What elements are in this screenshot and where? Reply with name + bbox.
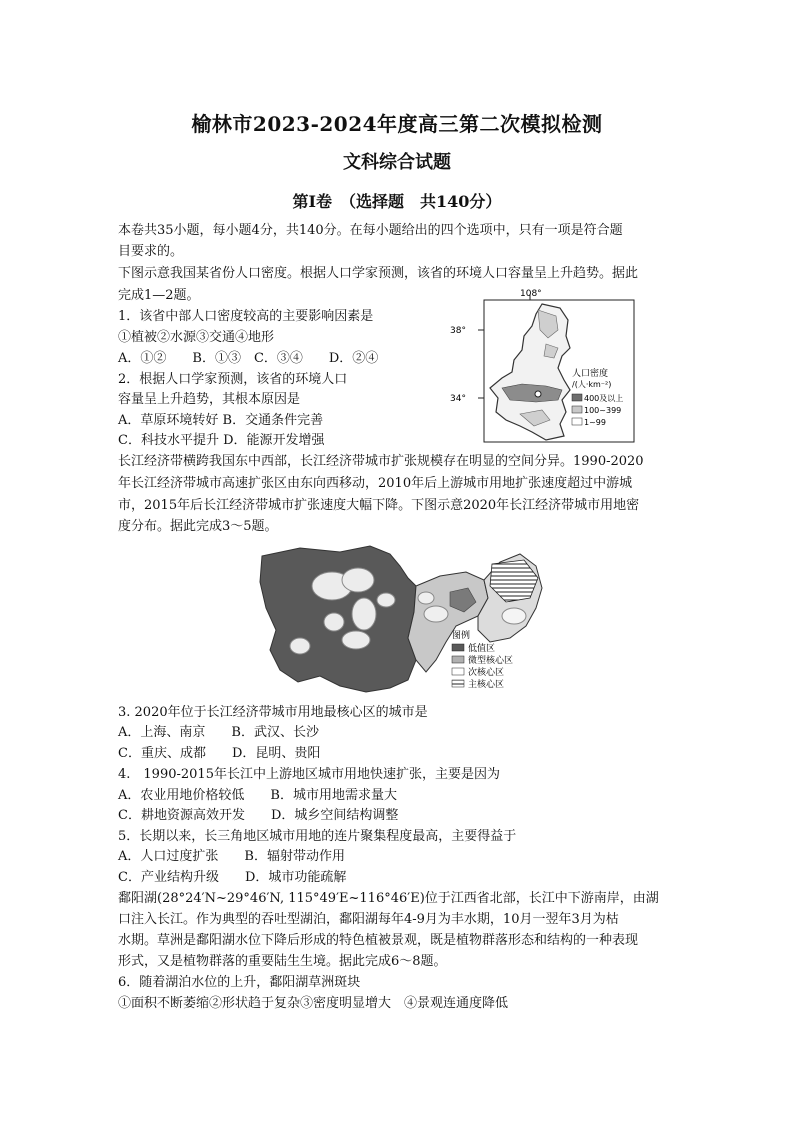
legend-title-1: 人口密度 (572, 369, 609, 379)
legend-mid: 100~399 (584, 406, 622, 415)
intro-line-2: 目要求的。 (118, 244, 184, 259)
core-patch-2 (342, 568, 374, 592)
q2-stem-2: 容量呈上升趋势，其根本原因是 (118, 392, 301, 407)
q3-stem: 3. 2020年位于长江经济带城市用地最核心区的城市是 (118, 705, 428, 720)
q4-options-ab: A．农业用地价格较低 B．城市用地需求量大 (118, 788, 397, 803)
core-patch-10 (502, 608, 526, 624)
urban-land-density-map-svg (240, 542, 560, 700)
core-patch-8 (424, 606, 448, 622)
population-density-map-svg (450, 286, 665, 446)
legend-low: 1~99 (584, 418, 606, 427)
section-title: 第Ⅰ卷 （选择题 共140分） (292, 192, 502, 211)
core-patch-4 (324, 613, 344, 631)
lat-label-34: 34° (450, 394, 466, 404)
q1-factors: ①植被②水源③交通④地形 (118, 330, 275, 345)
q1-stem: 1．该省中部人口密度较高的主要影响因素是 (118, 309, 374, 324)
core-patch-7 (377, 593, 395, 607)
q6-options: ①面积不断萎缩②形状趋于复杂③密度明显增大 ④景观连通度降低 (118, 996, 509, 1011)
core-patch-9 (418, 592, 434, 604)
q2-options-ab: A．草原环境转好 B．交通条件完善 (118, 413, 324, 428)
lon-label: 108° (520, 289, 542, 299)
q5-options-cd: C．产业结构升级 D．城市功能疏解 (118, 870, 347, 885)
legend-high: 400及以上 (584, 394, 624, 403)
q5-stem: 5．长期以来，长三角地区城市用地的连片聚集程度最高，主要得益于 (118, 829, 517, 844)
legend-swatch-main-core (452, 680, 464, 687)
core-patch-6 (290, 638, 310, 654)
q4-stem: 4. 1990-2015年长江中上游地区城市用地快速扩张，主要是因为 (118, 767, 500, 782)
population-density-map (450, 286, 665, 446)
legend-swatch-low (572, 418, 582, 425)
legend-swatch-micro-core (452, 656, 464, 663)
legend-swatch-high (572, 394, 582, 401)
q4-options-cd: C．耕地资源高效开发 D．城乡空间结构调整 (118, 808, 399, 823)
q5-options-ab: A．人口过度扩张 B．辐射带动作用 (118, 849, 345, 864)
legend-swatch-low-value (452, 644, 464, 651)
group1-line-2: 完成1—2题。 (118, 288, 200, 303)
legend-main-core: 主核心区 (468, 680, 505, 690)
q2-stem-1: 2．根据人口学家预测，该省的环境人口 (118, 372, 348, 387)
legend-low-value: 低值区 (468, 644, 496, 654)
q3-options-ab: A．上海、南京 B．武汉、长沙 (118, 725, 319, 740)
capital-city-icon (535, 391, 541, 397)
q1-options: A．①② B．①③ C．③④ D．②④ (118, 351, 379, 366)
exam-title: 榆林市2023-2024年度高三第二次模拟检测 (191, 112, 603, 136)
legend-swatch-mid (572, 406, 582, 413)
core-patch-3 (352, 598, 376, 630)
urban-land-density-map (240, 542, 560, 700)
q3-options-cd: C．重庆、成都 D．昆明、贵阳 (118, 746, 321, 761)
group2-line-1: 长江经济带横跨我国东中西部，长江经济带城市扩张规模存在明显的空间分异。1990-2020 (118, 454, 644, 469)
group3-line-3: 水期。草洲是鄱阳湖水位下降后形成的特色植被景观，既是植物群落形态和结构的一种表现 (118, 933, 639, 948)
group2-line-3: 市，2015年后长江经济带城市扩张速度大幅下降。下图示意2020年长江经济带城市用地密 (118, 498, 640, 513)
group2-line-2: 年长江经济带城市高速扩张区由东向西移动，2010年后上游城市用地扩张速度超过中游城 (118, 476, 633, 491)
lat-label-38: 38° (450, 326, 466, 336)
group3-line-2: 口注入长江。作为典型的吞吐型湖泊，鄱阳湖每年4-9月为丰水期，10月一翌年3月为枯 (118, 912, 619, 927)
subject-title: 文科综合试题 (343, 152, 451, 173)
legend-sub-core: 次核心区 (468, 668, 505, 678)
legend-micro-core: 微型核心区 (468, 656, 514, 666)
core-patch-5 (342, 631, 370, 649)
q6-stem: 6．随着湖泊水位的上升，鄱阳湖草洲斑块 (118, 975, 361, 990)
legend-title: 图例 (452, 631, 471, 641)
group2-line-4: 度分布。据此完成3～5题。 (118, 519, 278, 534)
group3-line-4: 形式，又是植物群落的重要陆生生境。据此完成6～8题。 (118, 954, 447, 969)
intro-line-1: 本卷共35小题，每小题4分，共140分。在每小题给出的四个选项中，只有一项是符合题 (118, 223, 623, 238)
legend-swatch-sub-core (452, 668, 464, 675)
group1-line-1: 下图示意我国某省份人口密度。根据人口学家预测，该省的环境人口容量呈上升趋势。据此 (118, 266, 639, 281)
q2-options-cd: C．科技水平提升 D．能源开发增强 (118, 433, 325, 448)
legend-title-2: /(人·km⁻²) (572, 380, 612, 389)
group3-line-1: 鄱阳湖(28°24′N~29°46′N, 115°49′E~116°46′E)位于江西省北部，长江中下游南岸，由湖 (118, 891, 659, 906)
